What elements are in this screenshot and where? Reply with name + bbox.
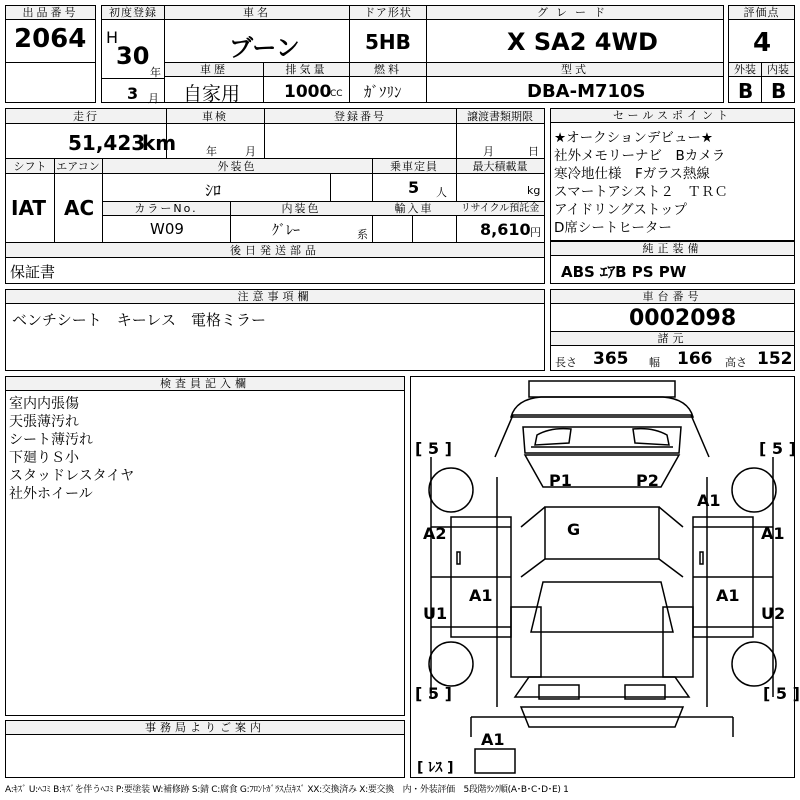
car-name-label: 車名 xyxy=(165,6,349,20)
tire-rl: [ 5 ] xyxy=(415,684,452,703)
displacement-cell xyxy=(263,62,350,103)
inspection-label: 車検 xyxy=(202,110,228,123)
mileage-label: 走行 xyxy=(73,110,99,123)
inspector-line: 下廻りＳ小 xyxy=(9,450,79,466)
mileage: 51,423 xyxy=(68,131,146,155)
sales-line: アイドリングストップ xyxy=(554,202,687,218)
ac: AC xyxy=(64,196,95,220)
ext-color: ｼﾛ xyxy=(205,181,222,200)
chassis-cell xyxy=(550,289,795,371)
legend: A:ｷｽﾞ U:ﾍｺﾐ B:ｷｽﾞを伴うﾍｺﾐ P:要塗装 W:補修跡 S:錆 C:腐食 G:ﾌﾛﾝﾄｶﾞﾗｽ点ｷｽﾞ XX:交換済み X:要交換 内・外装評価 5段階ﾗﾝｸ順(A･B･C･D･E) 1 xyxy=(5,785,569,795)
exterior-cell xyxy=(728,62,762,103)
width-label: 幅 xyxy=(649,356,660,369)
first-reg-cell xyxy=(101,5,165,103)
fuel-label: 燃料 xyxy=(350,63,426,77)
rear-note-value: ﾚｽ xyxy=(428,760,443,776)
score-label: 評価点 xyxy=(729,6,794,20)
transfer-label: 譲渡書類期限 xyxy=(467,110,533,123)
mark-a1-front-right: A1 xyxy=(697,491,721,510)
tire-fr: [ 5 ] xyxy=(759,439,796,458)
mark-a1-right-door: A1 xyxy=(761,524,785,543)
lot-no-cell xyxy=(5,5,96,63)
inspector-line: 社外ホイール xyxy=(9,486,93,502)
sales-line: D席シートヒーター xyxy=(554,220,672,236)
mark-a1-right-mid: A1 xyxy=(716,586,740,605)
history: 自家用 xyxy=(183,83,241,105)
grade: X SA2 4WD xyxy=(507,28,658,56)
mark-u1: U1 xyxy=(423,604,448,623)
sales-line: 寒冷地仕様 Fガラス熱線 xyxy=(554,166,710,182)
inspector-lines xyxy=(9,395,134,503)
insp-month-unit: 月 xyxy=(245,145,256,158)
capacity-label: 乗車定員 xyxy=(390,160,438,173)
car-name: ブーン xyxy=(229,34,300,62)
exterior: B xyxy=(738,79,754,103)
notes-label: 注意事項欄 xyxy=(6,290,544,304)
model-cell xyxy=(426,62,724,103)
inspector-line: 天張薄汚れ xyxy=(9,414,79,430)
first-reg-label: 初度登録 xyxy=(102,6,164,20)
sales-line: 社外メモリーナビ Bカメラ xyxy=(554,148,726,164)
mark-a1-left-mid: A1 xyxy=(469,586,493,605)
month-unit: 月 xyxy=(148,92,159,105)
ext-color-label: 外装色 xyxy=(217,160,257,173)
equip-label: 純正装備 xyxy=(551,242,794,256)
notes: ベンチシート キーレス 電格ミラー xyxy=(12,311,266,329)
door: 5HB xyxy=(365,30,411,54)
score-cell xyxy=(728,5,795,63)
displacement: 1000 xyxy=(284,82,332,102)
int-color-suffix: 系 xyxy=(357,228,368,241)
lot-no: 2064 xyxy=(14,24,87,54)
model: DBA-M710S xyxy=(527,81,646,102)
notes-cell xyxy=(5,289,545,371)
mileage-unit: km xyxy=(142,131,177,155)
office-label: 事務局よりご案内 xyxy=(6,721,404,735)
displacement-label: 排気量 xyxy=(264,63,349,77)
int-color: ｸﾞﾚｰ xyxy=(272,223,300,239)
car-diagram-svg xyxy=(411,377,800,777)
chassis: 0002098 xyxy=(629,306,737,331)
door-cell xyxy=(349,5,427,63)
length: 365 xyxy=(593,349,629,369)
equip-cell xyxy=(550,241,795,284)
displacement-unit: CC xyxy=(330,89,343,99)
sales-label: セールスポイント xyxy=(551,109,794,123)
length-label: 長さ xyxy=(555,356,577,369)
height: 152 xyxy=(757,349,793,369)
inspector-label: 検査員記入欄 xyxy=(6,377,404,391)
mark-u2: U2 xyxy=(761,604,786,623)
insp-year-unit: 年 xyxy=(206,145,217,158)
fuel: ｶﾞｿﾘﾝ xyxy=(364,83,402,101)
int-color-label: 内装色 xyxy=(281,202,321,215)
lot-no-label: 出品番号 xyxy=(6,6,95,20)
interior-cell xyxy=(761,62,795,103)
door-label: ドア形状 xyxy=(350,6,426,20)
capacity: 5 xyxy=(408,178,420,197)
mark-p2: P2 xyxy=(636,471,659,490)
grade-cell xyxy=(426,5,724,63)
reg-no-label: 登録番号 xyxy=(334,110,386,123)
office-cell xyxy=(5,720,405,778)
tire-rr-value: 5 xyxy=(775,684,788,703)
inspector-line: 室内内張傷 xyxy=(9,396,79,412)
month: 3 xyxy=(127,84,139,103)
mark-g: G xyxy=(567,520,581,539)
import-label: 輸入車 xyxy=(394,202,434,215)
width: 166 xyxy=(677,349,713,369)
grade-label: グレード xyxy=(427,6,723,20)
shift: IAT xyxy=(11,196,47,220)
inspector-line: スタッドレスタイヤ xyxy=(9,468,135,484)
era: H xyxy=(106,28,119,47)
score: 4 xyxy=(753,28,772,58)
car-diagram xyxy=(410,376,800,778)
car-name-cell xyxy=(164,5,350,63)
recycle: 8,610 xyxy=(480,220,531,239)
interior: B xyxy=(771,79,787,103)
dims-label: 諸元 xyxy=(551,332,794,346)
tire-fr-value: 5 xyxy=(771,439,784,458)
sales-cell xyxy=(550,108,795,241)
height-label: 高さ xyxy=(725,356,747,369)
transfer-day-unit: 日 xyxy=(528,145,539,158)
color-no-label: カラーNo. xyxy=(134,202,198,215)
ac-label: エアコン xyxy=(56,160,100,173)
inspector-line: シート薄汚れ xyxy=(9,432,93,448)
tire-rl-value: 5 xyxy=(427,684,440,703)
max-load-label: 最大積載量 xyxy=(472,160,528,173)
rear-note: [ ﾚｽ ] xyxy=(417,760,454,776)
tire-fl-value: 5 xyxy=(427,439,440,458)
color-no: W09 xyxy=(150,220,184,238)
mark-a1-rear: A1 xyxy=(481,730,505,749)
year-unit: 年 xyxy=(150,66,161,79)
mark-a2-left: A2 xyxy=(423,524,447,543)
chassis-label: 車台番号 xyxy=(551,290,794,304)
max-load-unit: kg xyxy=(527,184,541,197)
shift-label: シフト xyxy=(13,160,47,173)
lot-no-empty xyxy=(5,62,96,103)
capacity-unit: 人 xyxy=(436,186,447,199)
tire-rr: [ 5 ] xyxy=(763,684,800,703)
model-label: 型式 xyxy=(427,63,723,77)
sales-lines xyxy=(554,129,728,237)
later-parts-label: 後日発送部品 xyxy=(230,244,320,257)
tire-fl: [ 5 ] xyxy=(415,439,452,458)
sales-line: ★オークションデビュー★ xyxy=(554,130,713,146)
history-label: 車歴 xyxy=(165,63,263,77)
recycle-unit: 円 xyxy=(530,226,541,239)
equip: ABS ｴｱB PS PW xyxy=(561,263,687,281)
recycle-label: リサイクル預託金 xyxy=(460,203,540,214)
transfer-month-unit: 月 xyxy=(483,145,494,158)
year: 30 xyxy=(116,42,150,70)
sales-line: スマートアシスト２ ＴＲＣ xyxy=(554,184,728,200)
fuel-cell xyxy=(349,62,427,103)
exterior-label: 外装 xyxy=(729,63,761,77)
later-parts: 保証書 xyxy=(10,263,56,281)
interior-label: 内装 xyxy=(762,63,794,77)
inspector-cell xyxy=(5,376,405,716)
mark-p1: P1 xyxy=(549,471,572,490)
history-cell xyxy=(164,62,264,103)
